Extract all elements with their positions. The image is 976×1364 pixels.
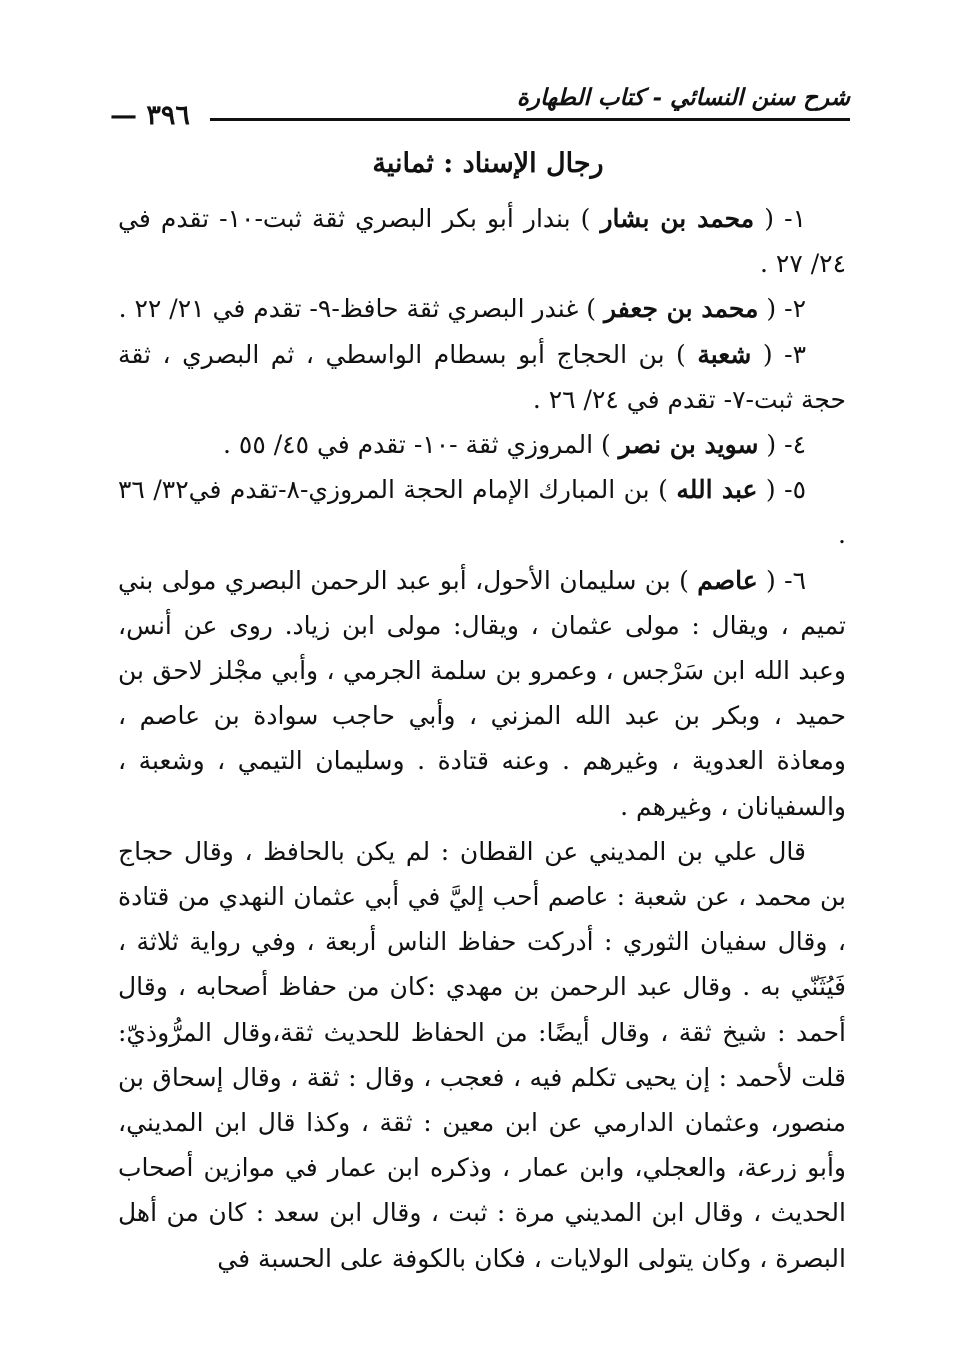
body-text (118, 196, 846, 1281)
commentary-paragraph: قال علي بن المديني عن القطان : لم يكن بالحافظ ، وقال حجاج بن محمد ، عن شعبة : عاصم أحب إليَّ في أبي عثمان النهدي من قتادة ، وقال سفيان الثوري : أدركت حفاظ الناس أربعة ، وفي رواية ثلاثة ، فَيُثَنّي به . وقال عبد الرحمن بن مهدي :كان من حفاظ أصحابه ، وقال أحمد : شيخ ثقة ، وقال أيضًا: من الحفاظ للحديث ثقة،وقال المرُّوذيّ: قلت لأحمد : إن يحيى تكلم فيه ، فعجب ، وقال : ثقة ، وقال إسحاق بن منصور، وعثمان الدارمي عن ابن معين : ثقة ، وكذا قال ابن المديني، وأبو زرعة، والعجلي، وابن عمار ، وذكره ابن عمار في موازين أصحاب الحديث ، وقال ابن المديني مرة : ثبت ، وقال ابن سعد : كان من أهل البصرة ، وكان يتولى الولايات ، فكان بالكوفة على الحسبة في (118, 836, 846, 1273)
page-number: — ٣٩٦ (110, 100, 190, 131)
narrator-name: عبد الله (676, 475, 758, 505)
header-rule (210, 118, 850, 121)
narrator-name: شعبة (697, 339, 752, 369)
narrator-entry (118, 286, 846, 331)
narrator-name: محمد بن جعفر (603, 294, 759, 324)
entry-text: ) غندر البصري ثقة حافظ-٩- تقدم في ٢١/ ٢٢ . (118, 294, 597, 324)
entry-prefix: ٦- ( (766, 565, 806, 595)
narrator-entry (118, 422, 846, 467)
narrator-entry (118, 332, 846, 422)
narrator-name: سويد بن نصر (618, 430, 759, 460)
narrator-entry (118, 467, 846, 557)
entry-prefix: ١- ( (764, 204, 807, 233)
running-title: شرح سنن النسائي - كتاب الطهارة (516, 84, 850, 111)
entry-prefix: ٥- ( (765, 475, 807, 505)
entry-text: ) المروزي ثقة -١٠- تقدم في ٤٥/ ٥٥ . (223, 430, 611, 460)
section-title: رجال الإسناد : ثمانية (372, 148, 604, 179)
narrator-entry (118, 196, 846, 286)
entry-prefix: ٤- ( (766, 430, 806, 460)
narrator-entry (118, 558, 846, 829)
page-header (110, 82, 850, 132)
entry-prefix: ٢- ( (766, 294, 806, 324)
narrator-name: محمد بن بشار (600, 204, 755, 233)
entry-text: ) بن المبارك الإمام الحجة المروزي-٨-تقدم في٣٢/ ٣٦ . (118, 475, 846, 550)
entry-prefix: ٣- ( (762, 339, 807, 369)
entry-text: ) بن سليمان الأحول، أبو عبد الرحمن البصري مولى بني تميم ، ويقال : مولى عثمان ، ويقال: مولى ابن زياد. روى عن أنس، وعبد الله ابن سَرْجس ، وعمرو بن سلمة الجرمي ، وأبي مجْلز لاحق بن حميد ، وبكر بن عبد الله المزني ، وأبي حاجب سوادة بن عاصم ، ومعاذة العدوية ، وغيرهم . وعنه قتادة . وسليمان التيمي ، وشعبة ، والسفيانان ، وغيرهم . (118, 565, 846, 821)
narrator-name: عاصم (697, 565, 758, 595)
entry-text: ) بن الحجاج أبو بسطام الواسطي ، ثم البصري ، ثقة حجة ثبت-٧- تقدم في ٢٤/ ٢٦ . (118, 339, 846, 414)
entry-text: ) بندار أبو بكر البصري ثقة ثبت-١٠- تقدم في ٢٤/ ٢٧ . (118, 204, 846, 279)
